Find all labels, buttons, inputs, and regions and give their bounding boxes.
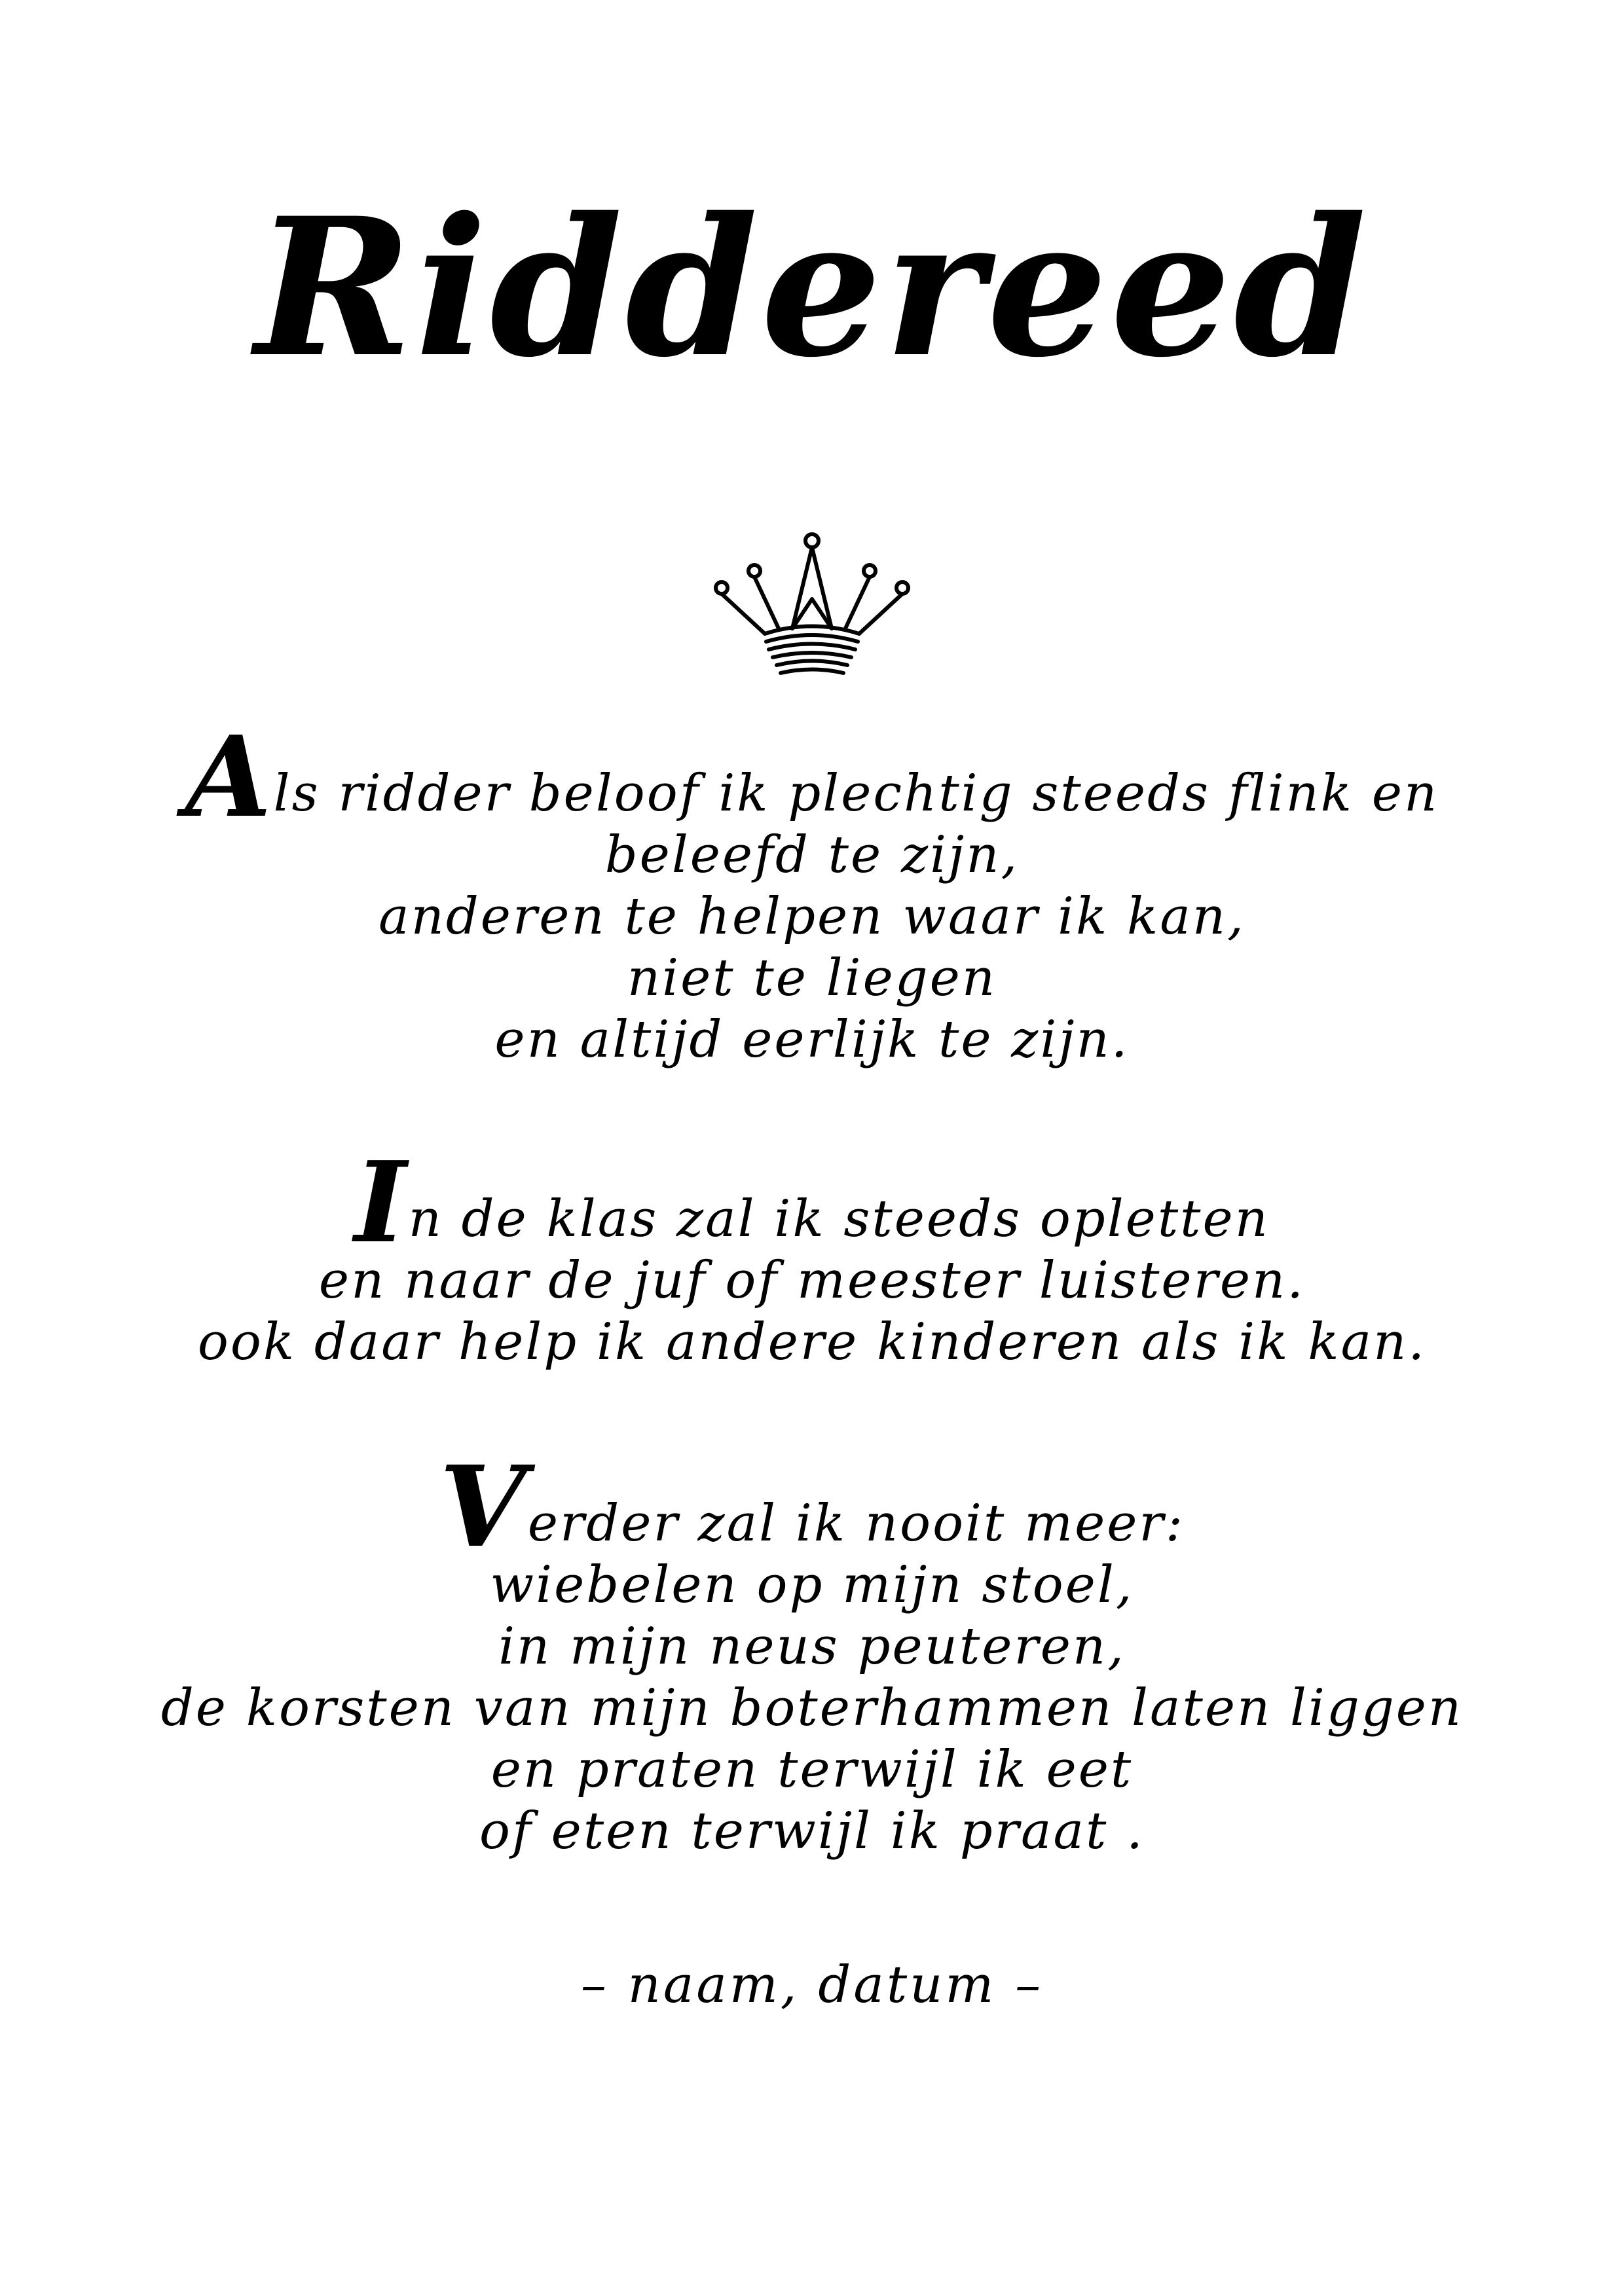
stanza-line: en altijd eerlijk te zijn. bbox=[494, 1010, 1130, 1069]
stanza-line: wiebelen op mijn stoel, bbox=[490, 1556, 1134, 1614]
drop-cap: I bbox=[354, 1137, 409, 1268]
stanza-1 bbox=[0, 712, 1624, 1070]
stanza-3 bbox=[0, 1442, 1624, 1862]
stanza-first-line: ls ridder beloof ik plechtig steeds flink en bbox=[273, 764, 1439, 823]
stanza-line bbox=[0, 712, 1624, 843]
stanza-line: en naar de juf of meester luisteren. bbox=[318, 1251, 1306, 1310]
signature-line: – naam, datum – bbox=[580, 1956, 1044, 2014]
stanza-first-line: n de klas zal ik steeds opletten bbox=[408, 1190, 1270, 1248]
stanza-line bbox=[0, 1442, 1624, 1573]
stanza-line bbox=[0, 1137, 1624, 1268]
stanza-first-line: erder zal ik nooit meer: bbox=[527, 1494, 1185, 1553]
stanza-line: of eten terwijl ik praat . bbox=[479, 1802, 1145, 1861]
stanza-line: en praten terwijl ik eet bbox=[490, 1740, 1134, 1799]
stanza-line: in mijn neus peuteren, bbox=[498, 1617, 1126, 1676]
stanza-2 bbox=[0, 1137, 1624, 1373]
crown-icon bbox=[714, 530, 910, 687]
stanza-line: anderen te helpen waar ik kan, bbox=[378, 887, 1246, 946]
stanza-line: ook daar help ik andere kinderen als ik kan. bbox=[197, 1313, 1427, 1372]
drop-cap: A bbox=[185, 712, 274, 843]
drop-cap: V bbox=[439, 1442, 528, 1573]
page-title: Riddereed bbox=[255, 177, 1369, 399]
stanza-line: de korsten van mijn boterhammen laten liggen bbox=[160, 1679, 1464, 1738]
stanza-line: beleefd te zijn, bbox=[604, 826, 1020, 884]
stanza-line: niet te liegen bbox=[627, 949, 997, 1008]
